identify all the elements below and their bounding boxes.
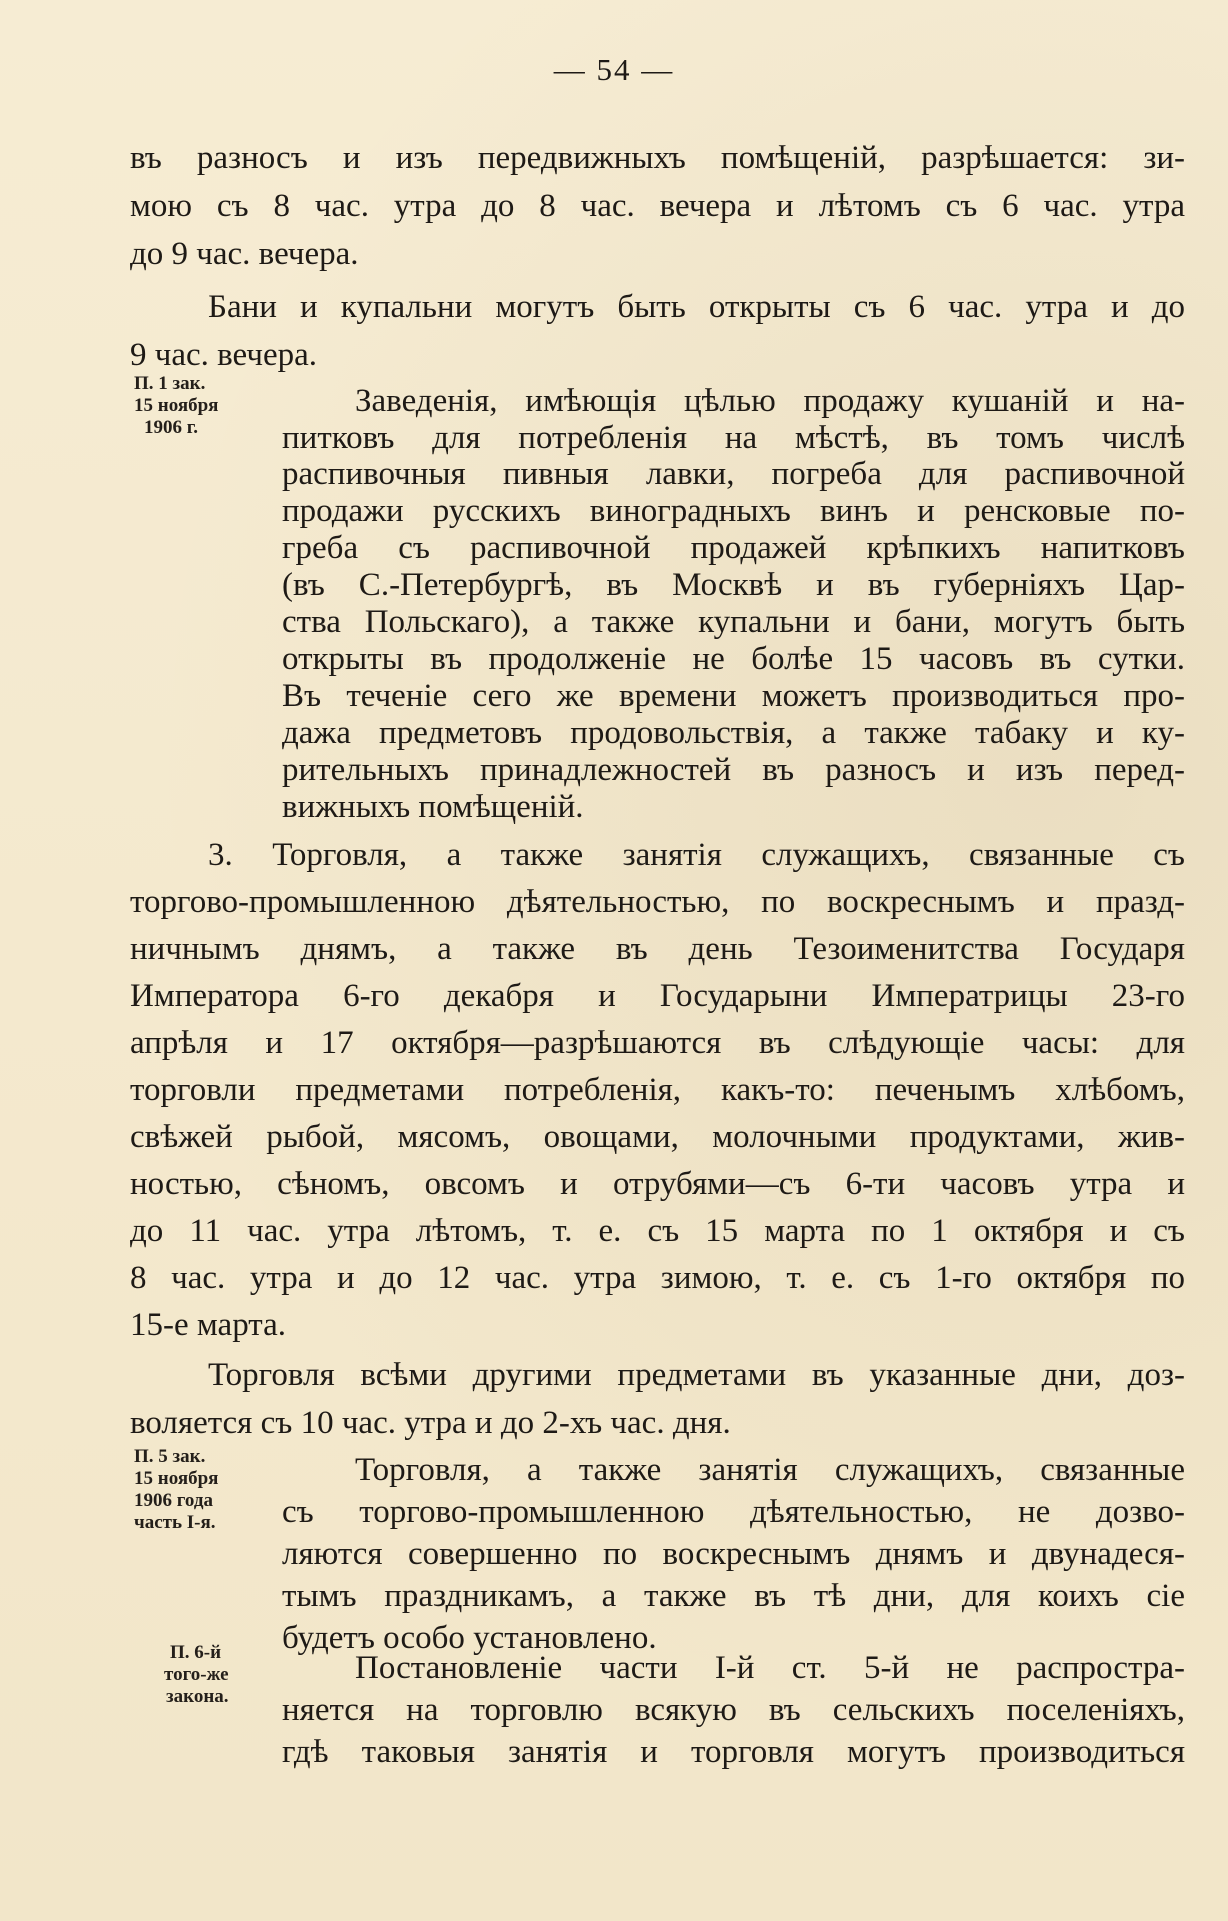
text-line: торговли предметами потребленія, какъ-то: печенымъ хлѣбомъ, xyxy=(130,1072,1185,1108)
text-line: распивочныя пивныя лавки, погреба для распивочной xyxy=(282,456,1185,492)
margin-note-line: 1906 года xyxy=(134,1490,213,1511)
text-line: свѣжей рыбой, мясомъ, овощами, молочными продуктами, жив- xyxy=(130,1119,1185,1155)
text-line: 9 час. вечера. xyxy=(130,337,317,373)
text-line: до 9 час. вечера. xyxy=(130,236,359,272)
text-line: 8 час. утра и до 12 час. утра зимою, т. е. съ 1-го октября по xyxy=(130,1260,1185,1296)
text-line: дажа предметовъ продовольствія, а также табаку и ку- xyxy=(282,715,1185,751)
text-line: питковъ для потребленія на мѣстѣ, въ томъ числѣ xyxy=(282,420,1185,456)
text-line: торгово-промышленною дѣятельностью, по воскреснымъ и празд- xyxy=(130,884,1185,920)
text-line: гдѣ таковыя занятія и торговля могутъ производиться xyxy=(282,1734,1185,1770)
text-line: Императора 6-го декабря и Государыни Императрицы 23-го xyxy=(130,978,1185,1014)
margin-note-line: П. 1 зак. xyxy=(134,373,206,394)
margin-note-line: 15 ноября xyxy=(134,1468,219,1489)
text-line: открыты въ продолженіе не болѣе 15 часовъ въ сутки. xyxy=(282,641,1185,677)
text-line: няется на торговлю всякую въ сельскихъ поселеніяхъ, xyxy=(282,1692,1185,1728)
margin-note-line: П. 6-й xyxy=(170,1642,222,1663)
text-line: будетъ особо установлено. xyxy=(282,1620,657,1656)
text-line: продажи русскихъ виноградныхъ винъ и ренсковые по- xyxy=(282,493,1185,529)
margin-note xyxy=(134,373,274,439)
text-line: ляются совершенно по воскреснымъ днямъ и двунадеся- xyxy=(282,1536,1185,1572)
text-line: ничнымъ днямъ, а также въ день Тезоименитства Государя xyxy=(130,931,1185,967)
margin-note-line: 15 ноября xyxy=(134,395,219,416)
margin-note-line: П. 5 зак. xyxy=(134,1446,206,1467)
text-line: Торговля, а также занятія служащихъ, связанные xyxy=(355,1452,1185,1488)
text-line: съ торгово-промышленною дѣятельностью, не дозво- xyxy=(282,1494,1185,1530)
text-line: (въ С.-Петербургѣ, въ Москвѣ и въ губерніяхъ Цар- xyxy=(282,567,1185,603)
text-line: апрѣля и 17 октября—разрѣшаются въ слѣдующіе часы: для xyxy=(130,1025,1185,1061)
text-line: до 11 час. утра лѣтомъ, т. е. съ 15 марта по 1 октября и съ xyxy=(130,1213,1185,1249)
text-line: вижныхъ помѣщеній. xyxy=(282,789,584,825)
text-line: Заведенія, имѣющія цѣлью продажу кушаній и на- xyxy=(355,383,1185,419)
text-line: Торговля всѣми другими предметами въ указанные дни, доз- xyxy=(208,1357,1185,1393)
text-line: Въ теченіе сего же времени можетъ производиться про- xyxy=(282,678,1185,714)
margin-note-line: часть I-я. xyxy=(134,1512,216,1533)
margin-note-line: закона. xyxy=(166,1686,229,1707)
text-line: мою съ 8 час. утра до 8 час. вечера и лѣтомъ съ 6 час. утра xyxy=(130,188,1185,224)
margin-note xyxy=(134,1446,274,1534)
margin-note-line: того-же xyxy=(164,1664,229,1685)
text-line: Постановленіе части I-й ст. 5-й не распростра- xyxy=(355,1650,1185,1686)
margin-note-line: 1906 г. xyxy=(144,417,198,438)
text-line: Бани и купальни могутъ быть открыты съ 6 час. утра и до xyxy=(208,289,1185,325)
page-number: — 54 — xyxy=(553,52,675,87)
text-line: ностью, сѣномъ, овсомъ и отрубями—съ 6-ти часовъ утра и xyxy=(130,1166,1185,1202)
text-line: 3. Торговля, а также занятія служащихъ, связанные съ xyxy=(208,837,1185,873)
text-line: греба съ распивочной продажей крѣпкихъ напитковъ xyxy=(282,530,1185,566)
text-line: 15-е марта. xyxy=(130,1307,286,1343)
text-line: ства Польскаго), а также купальни и бани, могутъ быть xyxy=(282,604,1185,640)
margin-note xyxy=(134,1642,274,1708)
text-line: въ разносъ и изъ передвижныхъ помѣщеній, разрѣшается: зи- xyxy=(130,140,1185,176)
text-line: воляется съ 10 час. утра и до 2-хъ час. дня. xyxy=(130,1405,731,1441)
text-line: тымъ праздникамъ, а также въ тѣ дни, для коихъ сіе xyxy=(282,1578,1185,1614)
text-line: рительныхъ принадлежностей въ разносъ и изъ перед- xyxy=(282,752,1185,788)
